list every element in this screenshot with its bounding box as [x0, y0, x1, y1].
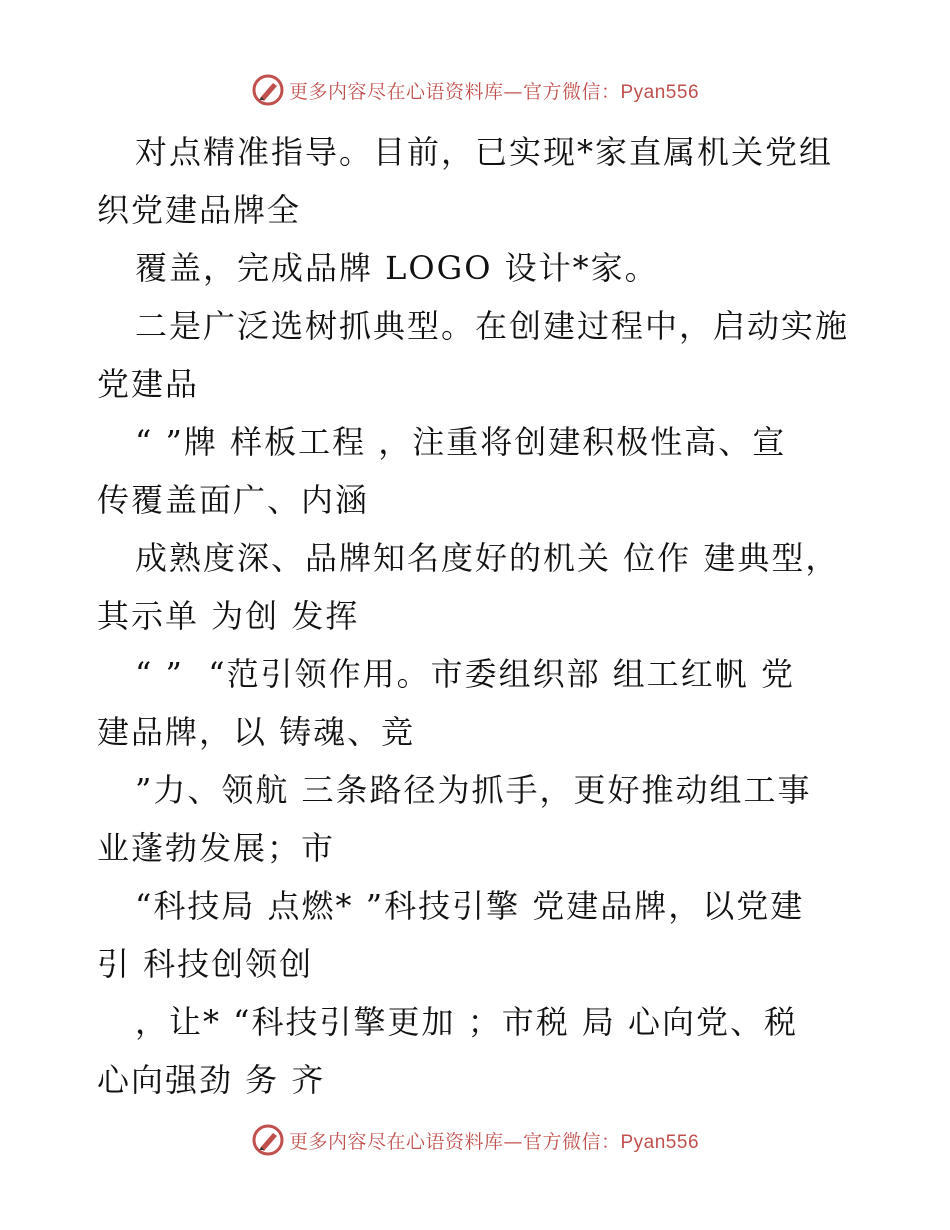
body-line: “ ” “范引领作用。市委组织部 组工红帆 党 [135, 655, 795, 693]
body-line: 心向强劲 务 齐 [97, 1061, 326, 1099]
body-line: 二是广泛选树抓典型。在创建过程中，启动实施 [135, 307, 850, 345]
body-line: 传覆盖面广、内涵 [97, 481, 370, 519]
body-line: 引 科技创领创 [97, 945, 314, 983]
header-banner-text: 更多内容尽在心语资料库—官方微信：Pyan556 [288, 80, 700, 103]
body-line: “科技局 点燃* ”科技引擎 党建品牌，以党建 [135, 887, 805, 925]
body-line: 覆盖，完成品牌 LOGO 设计*家。 [135, 249, 659, 287]
header-banner [0, 70, 950, 110]
body-line: 其示单 为创 发挥 [97, 597, 360, 635]
body-line: 成熟度深、品牌知名度好的机关 位作 建典型， [135, 539, 840, 577]
body-line: 业蓬勃发展；市 [97, 829, 336, 867]
body-line: 织党建品牌全 [97, 191, 302, 229]
pen-seal-logo-icon [251, 73, 285, 107]
pen-seal-logo-icon [251, 1123, 285, 1157]
footer-banner-text: 更多内容尽在心语资料库—官方微信：Pyan556 [288, 1130, 700, 1153]
body-line: 对点精准指导。目前，已实现*家直属机关党组 [135, 133, 834, 171]
body-line: ，让* “科技引擎更加 ；市税 局 心向党、税 [135, 1003, 799, 1041]
body-line: “ ”牌 样板工程 ，注重将创建积极性高、宣 [135, 423, 787, 461]
footer-banner [0, 1120, 950, 1160]
body-line: 党建品 [97, 365, 200, 403]
body-line: 建品牌，以 铸魂、竞 [97, 713, 416, 751]
body-line: ”力、领航 三条路径为抓手，更好推动组工事 [135, 771, 812, 809]
document-body [97, 123, 857, 1109]
